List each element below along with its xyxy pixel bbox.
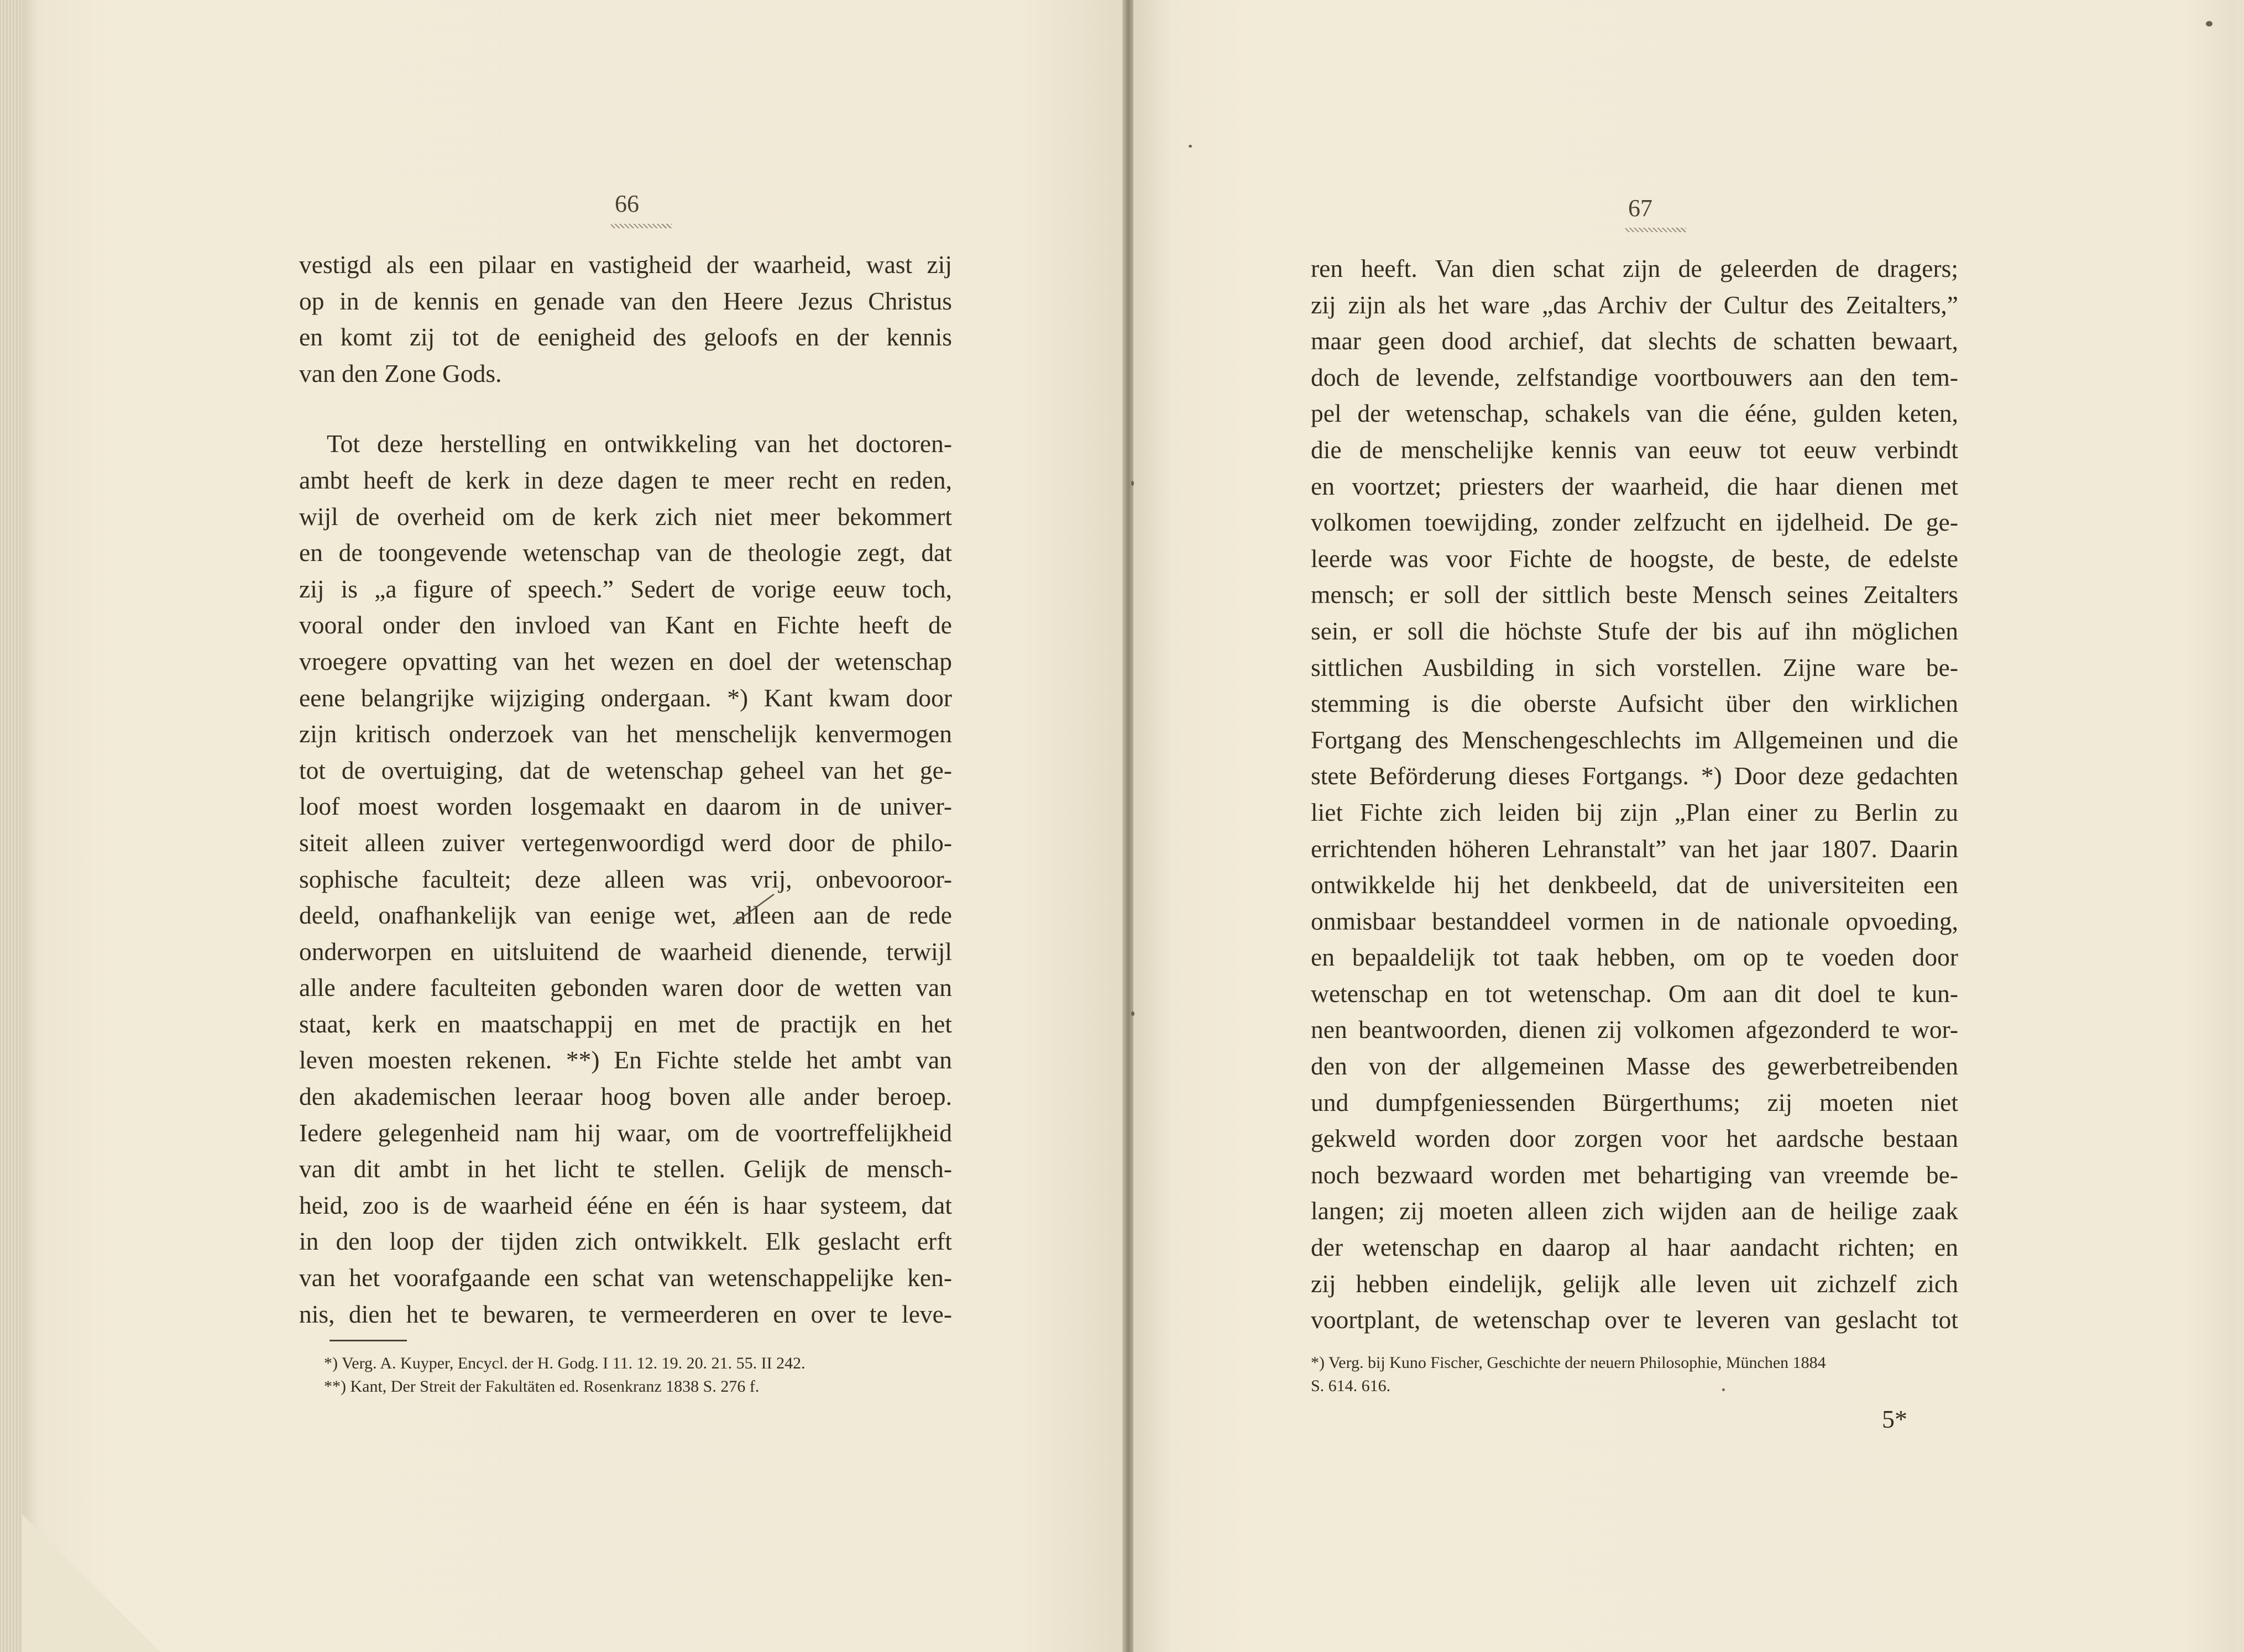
text-line: den akademischen leeraar hoog boven alle ander beroep.: [299, 1082, 952, 1111]
text-line: wetenschap en tot wetenschap. Om aan dit doel te kun-: [1311, 979, 1958, 1008]
text-line: onderworpen en uitsluitend de waarheid dienende, terwijl: [299, 937, 952, 966]
text-line: nis, dien het te bewaren, te vermeerderen en over te leve-: [299, 1299, 952, 1328]
folded-corner: [22, 1514, 160, 1652]
text-line: vestigd als een pilaar en vastigheid der waarheid, wast zij: [299, 250, 952, 279]
text-line: van het voorafgaande een schat van wetenschappelijke ken-: [299, 1263, 952, 1292]
text-line: stete Beförderung dieses Fortgangs. *) Door deze gedachten: [1311, 762, 1958, 790]
text-line: sophische faculteit; deze alleen was vrij, onbevooroor-: [299, 864, 952, 893]
text-line: onmisbaar bestanddeel vormen in de nationale opvoeding,: [1311, 906, 1958, 935]
text-line: wijl de overheid om de kerk zich niet meer bekommert: [299, 502, 952, 531]
page-edges: [0, 0, 23, 1652]
right-page-number: 67: [1628, 195, 1652, 222]
text-line: van dit ambt in het licht te stellen. Gelijk de mensch-: [299, 1155, 952, 1183]
text-line: voortplant, de wetenschap over te leveren van geslacht tot: [1311, 1305, 1958, 1334]
text-line: stemming is die oberste Aufsicht über den wirklichen: [1311, 689, 1958, 718]
text-line: mensch; er soll der sittlich beste Mensch seines Zeitalters: [1311, 580, 1958, 609]
text-line: en bepaaldelijk tot taak hebben, om op te voeden door: [1311, 943, 1958, 972]
footnote: *) Verg. A. Kuyper, Encycl. der H. Godg. I 11. 12. 19. 20. 21. 55. II 242.: [324, 1354, 805, 1372]
footnote: S. 614. 616.: [1311, 1377, 1391, 1395]
left-page-number: 66: [615, 190, 639, 217]
text-line: eene belangrijke wijziging ondergaan. *) Kant kwam door: [299, 683, 952, 712]
footnote: *) Verg. bij Kuno Fischer, Geschichte der neuern Philosophie, München 1884: [1311, 1354, 1826, 1372]
paper-speck: [2206, 21, 2212, 27]
text-line: in den loop der tijden zich ontwikkelt. Elk geslacht erft: [299, 1227, 952, 1256]
left-footnote-rule: [329, 1340, 407, 1341]
text-line: op in de kennis en genade van den Heere Jezus Christus: [299, 286, 952, 315]
paper-speck: [1131, 1011, 1134, 1016]
text-line: zijn kritisch onderzoek van het menschelijk kenvermogen: [299, 720, 952, 748]
text-line: Tot deze herstelling en ontwikkeling van het doctoren-: [327, 429, 952, 458]
text-line: noch bezwaard worden met behartiging van vreemde be-: [1311, 1160, 1958, 1189]
text-line: en komt zij tot de eenigheid des geloofs en der kennis: [299, 323, 952, 352]
text-line: leven moesten rekenen. **) En Fichte stelde het ambt van: [299, 1046, 952, 1074]
text-line: deeld, onafhankelijk van eenige wet, alleen aan de rede: [299, 901, 952, 930]
text-line: die de menschelijke kennis van eeuw tot eeuw verbindt: [1311, 435, 1958, 464]
text-line: nen beantwoorden, dienen zij volkomen afgezonderd te wor-: [1311, 1015, 1958, 1044]
text-line: Iedere gelegenheid nam hij waar, om de voortreffelijkheid: [299, 1118, 952, 1147]
text-line: sein, er soll die höchste Stufe der bis auf ihn möglichen: [1311, 616, 1958, 645]
footnote: **) Kant, Der Streit der Fakultäten ed. Rosenkranz 1838 S. 276 f.: [324, 1377, 760, 1396]
text-line: zij is „a figure of speech.” Sedert de vorige eeuw toch,: [299, 574, 952, 603]
text-line: und dumpfgeniessenden Bürgerthums; zij moeten niet: [1311, 1088, 1958, 1116]
text-line: sittlichen Ausbilding in sich vorstellen. Zijne ware be-: [1311, 653, 1958, 681]
paper-speck: [1189, 145, 1192, 148]
text-line: langen; zij moeten alleen zich wijden aan de heilige zaak: [1311, 1197, 1958, 1225]
text-line: doch de levende, zelfstandige voortbouwers aan den tem-: [1311, 363, 1958, 391]
text-line: pel der wetenschap, schakels van die ééne, gulden keten,: [1311, 399, 1958, 428]
left-page-number-rule: [611, 224, 672, 228]
paper-speck: [1131, 481, 1134, 486]
text-line: volkomen toewijding, zonder zelfzucht en ijdelheid. De ge-: [1311, 508, 1958, 537]
paper-speck: [1722, 1388, 1725, 1391]
text-line: zij hebben eindelijk, gelijk alle leven uit zichzelf zich: [1311, 1269, 1958, 1298]
paragraph-break: [299, 391, 952, 426]
text-line: ontwikkelde hij het denkbeeld, dat de universiteiten een: [1311, 870, 1958, 899]
signature-mark: 5*: [1882, 1405, 1907, 1433]
text-line: Fortgang des Menschengeschlechts im Allgemeinen und die: [1311, 725, 1958, 754]
text-line: tot de overtuiging, dat de wetenschap geheel van het ge-: [299, 756, 952, 784]
text-line: ambt heeft de kerk in deze dagen te meer recht en reden,: [299, 465, 952, 494]
text-line: van den Zone Gods.: [299, 359, 502, 387]
left-page-body: [299, 247, 952, 1332]
text-line: vroegere opvatting van het wezen en doel der wetenschap: [299, 647, 952, 675]
text-line: maar geen dood archief, dat slechts de schatten bewaart,: [1311, 327, 1958, 355]
text-line: alle andere faculteiten gebonden waren door de wetten van: [299, 973, 952, 1002]
text-line: en voortzet; priesters der waarheid, die haar dienen met: [1311, 471, 1958, 500]
text-line: en de toongevende wetenschap van de theologie zegt, dat: [299, 538, 952, 567]
text-line: siteit alleen zuiver vertegenwoordigd werd door de philo-: [299, 828, 952, 857]
text-line: liet Fichte zich leiden bij zijn „Plan einer zu Berlin zu: [1311, 798, 1958, 826]
text-line: heid, zoo is de waarheid ééne en één is haar systeem, dat: [299, 1191, 952, 1219]
text-line: gekweld worden door zorgen voor het aardsche bestaan: [1311, 1124, 1958, 1153]
text-line: staat, kerk en maatschappij en met de practijk en het: [299, 1009, 952, 1038]
text-line: zij zijn als het ware „das Archiv der Cultur des Zeitalters,”: [1311, 290, 1958, 319]
left-footnotes: [324, 1352, 954, 1398]
right-page-number-rule: [1625, 228, 1686, 232]
text-line: leerde was voor Fichte de hoogste, de beste, de edelste: [1311, 544, 1958, 573]
text-line: errichtenden höheren Lehranstalt” van het jaar 1807. Daarin: [1311, 834, 1958, 863]
text-line: ren heeft. Van dien schat zijn de geleerden de dragers;: [1311, 254, 1958, 282]
text-line: vooral onder den invloed van Kant en Fichte heeft de: [299, 611, 952, 639]
right-page-body: [1311, 250, 1958, 1338]
text-line: loof moest worden losgemaakt en daarom in de univer-: [299, 792, 952, 821]
text-line: den von der allgemeinen Masse des gewerbetreibenden: [1311, 1052, 1958, 1081]
right-footnotes: [1311, 1351, 1958, 1398]
text-line: der wetenschap en daarop al haar aandacht richten; en: [1311, 1233, 1958, 1262]
pencil-annotation: [729, 890, 778, 929]
